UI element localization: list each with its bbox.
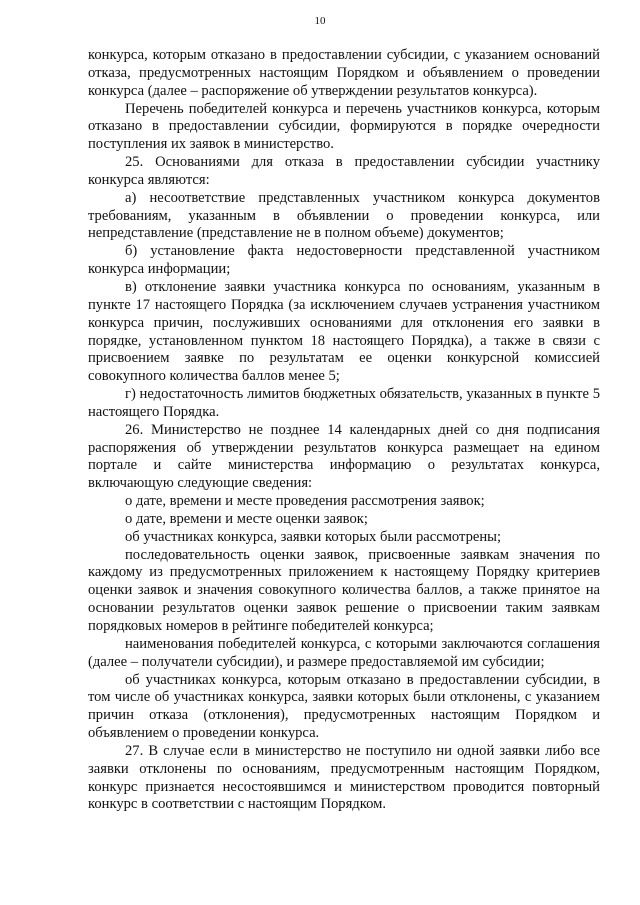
paragraph-25-g: г) недостаточность лимитов бюджетных обязательств, указанных в пункте 5 настоящего Порядка. [88,386,600,420]
paragraph-winners-list: Перечень победителей конкурса и перечень участников конкурса, которым отказано в предоставлении субсидии, формируются в порядке очередности поступления их заявок в министерство. [88,100,600,153]
paragraph-25-intro: 25. Основаниями для отказа в предоставлении субсидии участнику конкурса являются: [88,154,600,188]
paragraph-25-v: в) отклонение заявки участника конкурса по основаниям, указанным в пункте 17 настоящего Порядка (за исключением случаев устранения участником конкурса причин, послуживших основаниями для отклонения его заявки в порядке, установленном пунктом 18 настоящего Порядка), а также в связи с присвоением заявке по результатам ее оценки конкурсной комиссией совокупного количества баллов менее 5; [88,278,600,385]
paragraph-25-a: а) несоответствие представленных участником конкурса документов требованиям, указанным в объявлении о проведении конкурса, или непредставление (представление не в полном объеме) документов; [88,189,600,242]
paragraph-26-item-1: о дате, времени и месте проведения рассмотрения заявок; [125,493,485,510]
paragraph-26-item-2: о дате, времени и месте оценки заявок; [125,510,368,527]
paragraph-26-intro: 26. Министерство не позднее 14 календарных дней со дня подписания распоряжения об утверждении результатов конкурса размещает на едином портале и сайте министерства информацию о результатах конкурса, включающую следующие сведения: [88,421,600,492]
paragraph-26-item-6: об участниках конкурса, которым отказано в предоставлении субсидии, в том числе об участниках конкурса, заявки которых были отклонены, с указанием причин отказа (отклонения), предусмотренных настоящим Порядком и объявлением о проведении конкурса. [88,671,600,742]
paragraph-continuation: конкурса, которым отказано в предоставлении субсидии, с указанием оснований отказа, предусмотренных настоящим Порядком и объявлением о проведении конкурса (далее – распоряжение об утверждении результатов конкурса). [88,47,600,99]
paragraph-26-item-3: об участниках конкурса, заявки которых были рассмотрены; [125,528,502,545]
paragraph-26-item-4: последовательность оценки заявок, присвоенные заявкам значения по каждому из предусмотренных приложением к настоящему Порядку критериев оценки заявок и значения совокупного количества баллов, а также принятое на основании результатов оценки заявок решение о присвоении таким заявкам порядковых номеров в рейтинге победителей конкурса; [88,546,600,634]
document-body [88,47,600,814]
paragraph-27: 27. В случае если в министерство не поступило ни одной заявки либо все заявки отклонены по основаниям, предусмотренным настоящим Порядком, конкурс признается несостоявшимся и министерством проводится повторный конкурс в соответствии с настоящим Порядком. [88,742,600,813]
paragraph-25-b: б) установление факта недостоверности представленной участником конкурса информации; [88,243,600,278]
paragraph-26-item-5: наименования победителей конкурса, с которыми заключаются соглашения (далее – получатели субсидии), и размере предоставляемой им субсидии; [88,635,600,670]
page-number: 10 [314,15,326,27]
